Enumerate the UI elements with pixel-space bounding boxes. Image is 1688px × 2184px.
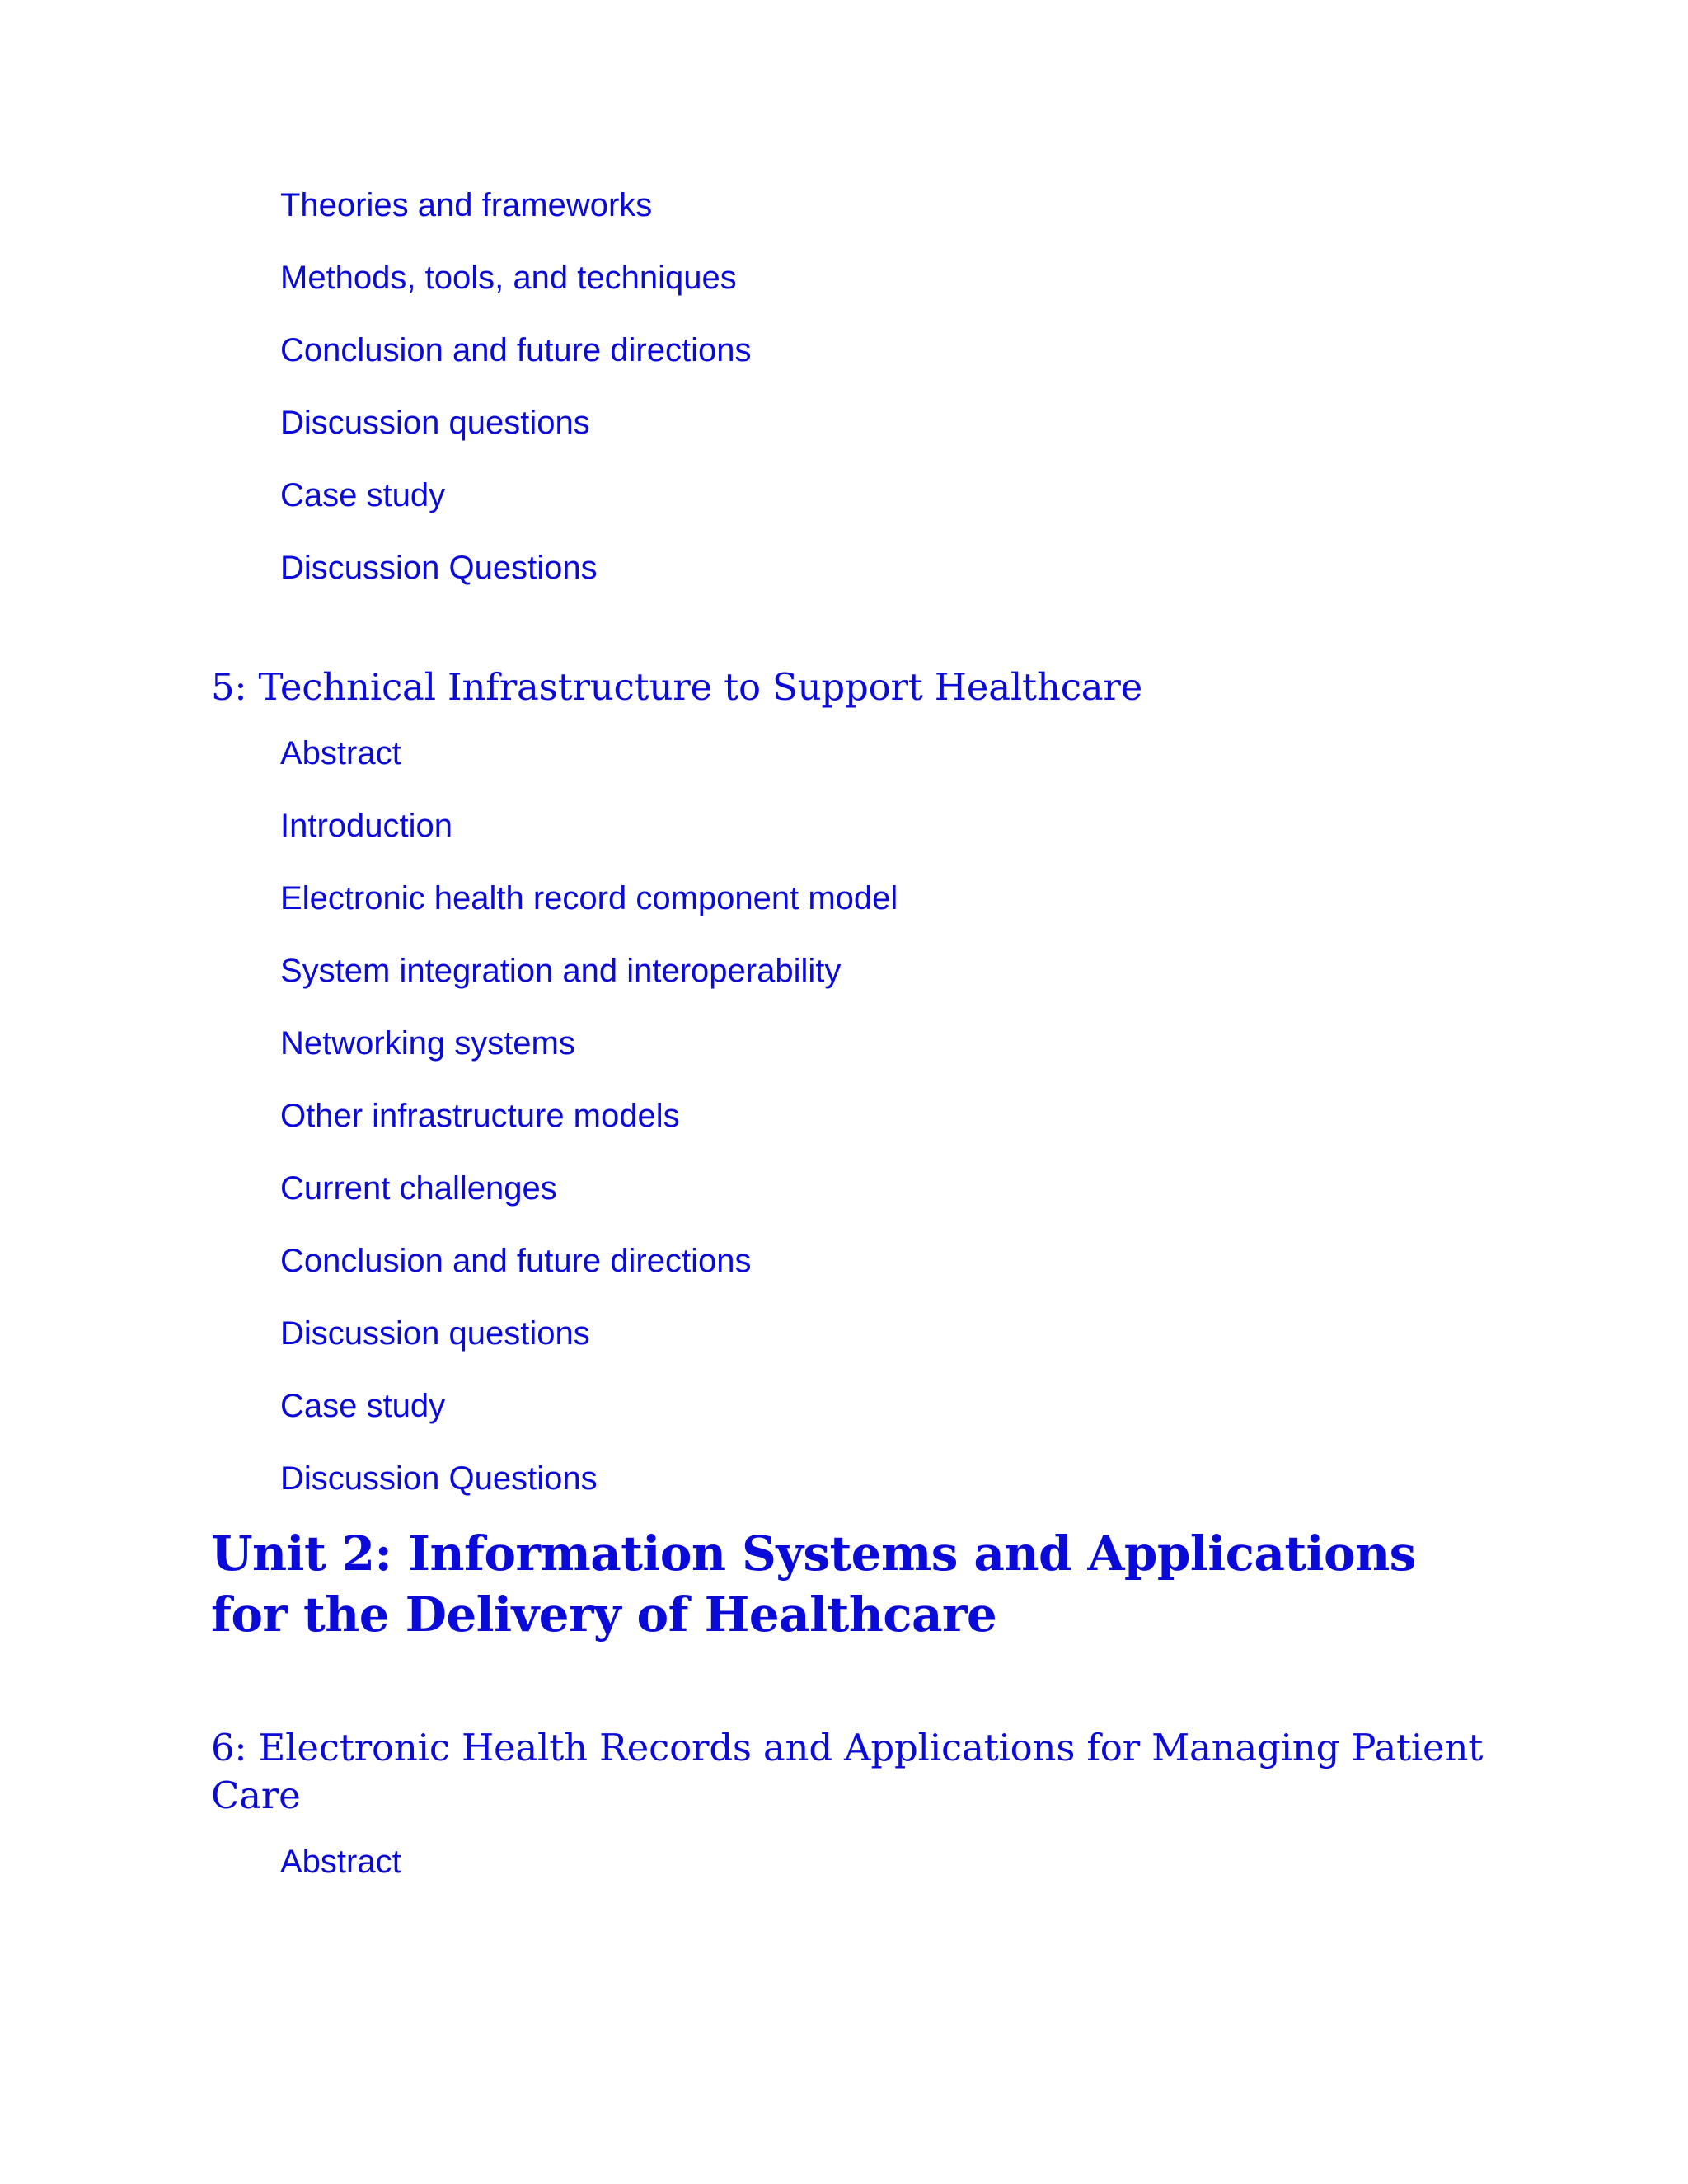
toc-link-abstract[interactable]: Abstract xyxy=(280,735,401,771)
toc-link-current-challenges[interactable]: Current challenges xyxy=(280,1170,557,1207)
toc-link-introduction[interactable]: Introduction xyxy=(280,808,453,844)
toc-link-case-study[interactable]: Case study xyxy=(280,1388,446,1424)
toc-link-theories-and-frameworks[interactable]: Theories and frameworks xyxy=(280,187,653,223)
toc-link-discussion-questions-case[interactable]: Discussion Questions xyxy=(280,1460,598,1497)
toc-link-conclusion[interactable]: Conclusion and future directions xyxy=(280,332,752,368)
toc-link-methods-tools-techniques[interactable]: Methods, tools, and techniques xyxy=(280,260,737,296)
toc-link-case-study[interactable]: Case study xyxy=(280,477,446,513)
toc-link-ehr-component-model[interactable]: Electronic health record component model xyxy=(280,880,898,916)
chapter-6-items xyxy=(211,1842,1497,1882)
toc-link-chapter-5[interactable]: 5: Technical Infrastructure to Support Healthcare xyxy=(211,665,1143,709)
toc-link-networking-systems[interactable]: Networking systems xyxy=(280,1025,575,1062)
toc-link-system-integration[interactable]: System integration and interoperability xyxy=(280,953,842,989)
toc-link-chapter-6[interactable]: 6: Electronic Health Records and Applications for Managing Patient Care xyxy=(211,1726,1484,1817)
toc-link-unit-2[interactable]: Unit 2: Information Systems and Applications for the Delivery of Healthcare xyxy=(211,1526,1416,1643)
toc-link-discussion-questions-case[interactable]: Discussion Questions xyxy=(280,550,598,586)
toc-link-discussion-questions[interactable]: Discussion questions xyxy=(280,1315,590,1352)
toc-link-discussion-questions[interactable]: Discussion questions xyxy=(280,405,590,441)
toc-link-other-infrastructure-models[interactable]: Other infrastructure models xyxy=(280,1098,680,1134)
chapter-4-items xyxy=(211,185,1497,588)
chapter-5-items xyxy=(211,733,1497,1498)
toc-link-abstract[interactable]: Abstract xyxy=(280,1844,401,1880)
table-of-contents xyxy=(211,185,1497,1915)
toc-link-conclusion[interactable]: Conclusion and future directions xyxy=(280,1243,752,1279)
